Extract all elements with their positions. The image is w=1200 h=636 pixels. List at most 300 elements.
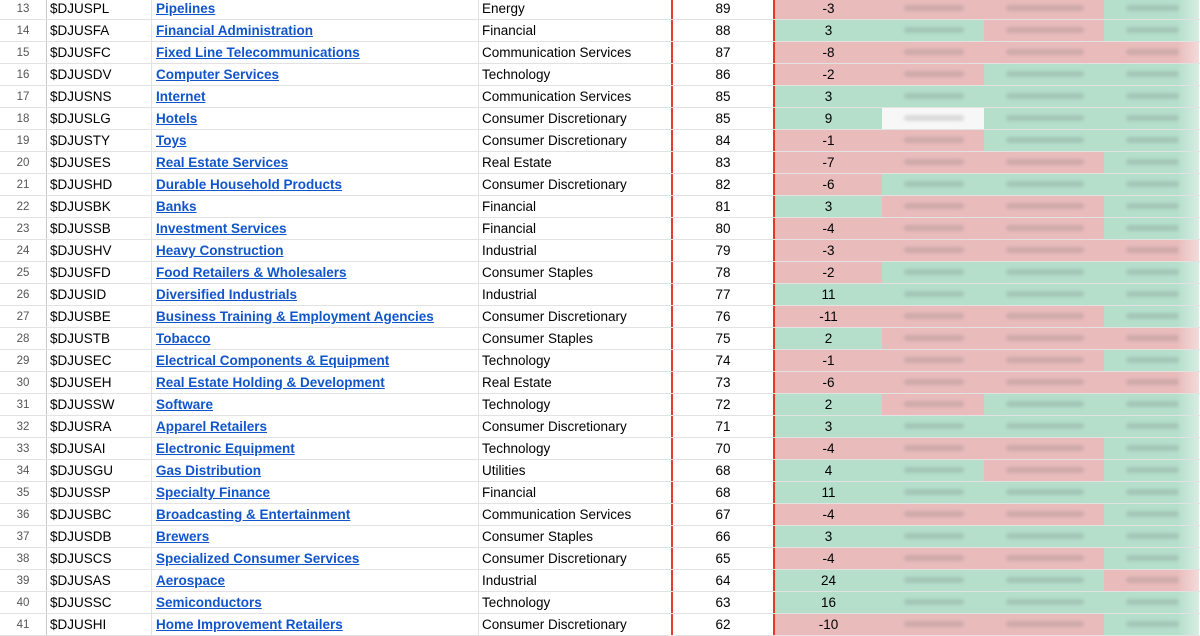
industry-name-cell[interactable] [152, 64, 479, 85]
industry-name-cell[interactable] [152, 570, 479, 591]
edge-fade [1177, 350, 1199, 371]
row-number-header[interactable]: 40 [0, 592, 47, 613]
redacted-text [1126, 489, 1179, 495]
industry-link[interactable]: Electrical Components & Equipment [156, 353, 390, 368]
ticker-cell[interactable]: $DJUSRA [47, 416, 152, 437]
change-cell[interactable]: -4 [775, 438, 882, 459]
redacted-text [1126, 115, 1179, 121]
edge-fade [1177, 592, 1199, 613]
score-cell[interactable]: 78 [671, 262, 775, 283]
industry-name-cell[interactable] [152, 592, 479, 613]
row-number-header[interactable]: 15 [0, 42, 47, 63]
redacted-text [904, 599, 964, 605]
edge-fade [1177, 328, 1199, 349]
industry-link[interactable]: Aerospace [156, 573, 226, 588]
row-number-header[interactable]: 36 [0, 504, 47, 525]
edge-fade [1177, 372, 1199, 393]
ticker-cell[interactable]: $DJUSFA [47, 20, 152, 41]
industry-link[interactable]: Software [156, 397, 214, 412]
score-cell[interactable]: 85 [671, 108, 775, 129]
edge-fade [1177, 64, 1199, 85]
redacted-cell-2 [984, 504, 1104, 525]
table-row [0, 328, 1200, 350]
table-row [0, 394, 1200, 416]
redacted-cell-1 [882, 152, 984, 173]
table-row [0, 0, 1200, 20]
sector-cell[interactable]: Consumer Staples [482, 529, 594, 544]
change-cell[interactable]: 3 [775, 20, 882, 41]
industry-link[interactable]: Apparel Retailers [156, 419, 268, 434]
redacted-cell-3 [1104, 174, 1199, 195]
industry-name-cell[interactable] [152, 130, 479, 151]
redacted-text [1126, 203, 1179, 209]
change-cell[interactable]: 2 [775, 394, 882, 415]
score-cell[interactable]: 89 [671, 0, 775, 19]
change-cell[interactable]: -11 [775, 306, 882, 327]
ticker-cell[interactable]: $DJUSBC [47, 504, 152, 525]
redacted-text [1006, 181, 1084, 187]
sector-cell[interactable]: Industrial [482, 287, 537, 302]
industry-name-cell[interactable] [152, 394, 479, 415]
score-cell[interactable]: 62 [671, 614, 775, 635]
industry-name-cell[interactable] [152, 328, 479, 349]
sector-cell[interactable]: Technology [482, 397, 551, 412]
industry-name-cell[interactable] [152, 372, 479, 393]
redacted-cell-2 [984, 372, 1104, 393]
redacted-cell-1 [882, 174, 984, 195]
redacted-cell-3 [1104, 526, 1199, 547]
redacted-cell-2 [984, 108, 1104, 129]
change-cell[interactable]: -2 [775, 262, 882, 283]
industry-link[interactable]: Food Retailers & Wholesalers [156, 265, 347, 280]
redacted-text [1006, 137, 1084, 143]
redacted-text [1126, 93, 1179, 99]
redacted-cell-3 [1104, 196, 1199, 217]
industry-name-cell[interactable] [152, 20, 479, 41]
score-cell[interactable]: 85 [671, 86, 775, 107]
industry-name-cell[interactable] [152, 196, 479, 217]
sector-cell[interactable]: Technology [482, 595, 551, 610]
change-cell[interactable]: -10 [775, 614, 882, 635]
industry-link[interactable]: Specialty Finance [156, 485, 271, 500]
redacted-text [1126, 71, 1179, 77]
industry-link[interactable]: Pipelines [156, 1, 216, 16]
industry-link[interactable]: Gas Distribution [156, 463, 262, 478]
change-cell[interactable]: 11 [775, 482, 882, 503]
industry-link[interactable]: Heavy Construction [156, 243, 284, 258]
sector-cell[interactable]: Consumer Discretionary [482, 133, 627, 148]
row-number-header[interactable]: 24 [0, 240, 47, 261]
score-cell[interactable]: 80 [671, 218, 775, 239]
redacted-text [904, 291, 964, 297]
redacted-text [904, 225, 964, 231]
redacted-text [1006, 599, 1084, 605]
industry-link[interactable]: Diversified Industrials [156, 287, 298, 302]
industry-link[interactable]: Business Training & Employment Agencies [156, 309, 434, 324]
redacted-cell-1 [882, 328, 984, 349]
score-cell[interactable]: 77 [671, 284, 775, 305]
row-number-header[interactable]: 16 [0, 64, 47, 85]
score-cell[interactable]: 70 [671, 438, 775, 459]
sector-cell[interactable]: Consumer Discretionary [482, 419, 627, 434]
redacted-text [1126, 379, 1179, 385]
change-cell[interactable]: 24 [775, 570, 882, 591]
redacted-text [904, 489, 964, 495]
change-cell[interactable]: -6 [775, 174, 882, 195]
industry-link[interactable]: Investment Services [156, 221, 287, 236]
industry-link[interactable]: Semiconductors [156, 595, 262, 610]
industry-name-cell[interactable] [152, 306, 479, 327]
sector-cell[interactable]: Consumer Discretionary [482, 617, 627, 632]
ticker-cell[interactable]: $DJUSFD [47, 262, 152, 283]
redacted-text [1126, 533, 1179, 539]
sector-cell[interactable]: Energy [482, 1, 525, 16]
table-row [0, 196, 1200, 218]
edge-fade [1177, 548, 1199, 569]
industry-link[interactable]: Banks [156, 199, 197, 214]
ticker-cell[interactable]: $DJUSES [47, 152, 152, 173]
redacted-text [1126, 621, 1179, 627]
change-cell[interactable]: -2 [775, 64, 882, 85]
redacted-text [904, 71, 964, 77]
table-row [0, 416, 1200, 438]
ticker-cell[interactable]: $DJUSBE [47, 306, 152, 327]
redacted-cell-3 [1104, 20, 1199, 41]
redacted-text [1126, 445, 1179, 451]
ticker-cell[interactable]: $DJUSLG [47, 108, 152, 129]
table-row [0, 372, 1200, 394]
score-cell[interactable]: 73 [671, 372, 775, 393]
redacted-cell-2 [984, 240, 1104, 261]
redacted-cell-1 [882, 306, 984, 327]
ticker-cell[interactable]: $DJUSSC [47, 592, 152, 613]
score-cell[interactable]: 84 [671, 130, 775, 151]
redacted-cell-2 [984, 42, 1104, 63]
industry-name-cell[interactable] [152, 42, 479, 63]
industry-link[interactable]: Financial Administration [156, 23, 314, 38]
ticker-cell[interactable]: $DJUSNS [47, 86, 152, 107]
score-cell[interactable]: 75 [671, 328, 775, 349]
row-number-header[interactable]: 20 [0, 152, 47, 173]
change-cell[interactable]: 9 [775, 108, 882, 129]
ticker-cell[interactable]: $DJUSDB [47, 526, 152, 547]
industry-name-cell[interactable] [152, 218, 479, 239]
sector-cell[interactable]: Industrial [482, 573, 537, 588]
redacted-text [1126, 181, 1179, 187]
sector-cell[interactable]: Communication Services [482, 89, 632, 104]
redacted-text [1006, 93, 1084, 99]
score-cell[interactable]: 67 [671, 504, 775, 525]
ticker-cell[interactable]: $DJUSPL [47, 0, 152, 19]
change-cell[interactable]: 16 [775, 592, 882, 613]
change-cell[interactable]: 3 [775, 196, 882, 217]
ticker-cell[interactable]: $DJUSID [47, 284, 152, 305]
redacted-text [904, 577, 964, 583]
change-cell[interactable]: -4 [775, 218, 882, 239]
industry-name-cell[interactable] [152, 416, 479, 437]
industry-link[interactable]: Electronic Equipment [156, 441, 295, 456]
industry-link[interactable]: Specialized Consumer Services [156, 551, 360, 566]
industry-name-cell[interactable] [152, 174, 479, 195]
sector-cell[interactable]: Consumer Discretionary [482, 309, 627, 324]
ticker-cell[interactable]: $DJUSEC [47, 350, 152, 371]
row-number-header[interactable]: 41 [0, 614, 47, 635]
sector-cell[interactable]: Consumer Discretionary [482, 551, 627, 566]
redacted-cell-1 [882, 262, 984, 283]
industry-link[interactable]: Real Estate Services [156, 155, 289, 170]
row-number-header[interactable]: 13 [0, 0, 47, 19]
industry-link[interactable]: Fixed Line Telecommunications [156, 45, 360, 60]
row-number-header[interactable]: 34 [0, 460, 47, 481]
sector-cell[interactable]: Technology [482, 353, 551, 368]
score-cell[interactable]: 63 [671, 592, 775, 613]
redacted-text [904, 379, 964, 385]
table-row [0, 350, 1200, 372]
industry-name-cell[interactable] [152, 86, 479, 107]
row-number-header[interactable]: 18 [0, 108, 47, 129]
row-number-header[interactable]: 29 [0, 350, 47, 371]
ticker-cell[interactable]: $DJUSAS [47, 570, 152, 591]
ticker-cell[interactable]: $DJUSDV [47, 64, 152, 85]
industry-name-cell[interactable] [152, 262, 479, 283]
table-row [0, 108, 1200, 130]
row-number-header[interactable]: 25 [0, 262, 47, 283]
change-cell[interactable]: -1 [775, 130, 882, 151]
ticker-cell[interactable]: $DJUSAI [47, 438, 152, 459]
redacted-text [1006, 27, 1084, 33]
sector-cell[interactable]: Technology [482, 67, 551, 82]
industry-name-cell[interactable] [152, 526, 479, 547]
row-number-header[interactable]: 23 [0, 218, 47, 239]
ticker-cell[interactable]: $DJUSTY [47, 130, 152, 151]
redacted-text [1006, 423, 1084, 429]
edge-fade [1177, 0, 1199, 19]
sector-cell[interactable]: Utilities [482, 463, 526, 478]
edge-fade [1177, 130, 1199, 151]
row-number-header[interactable]: 30 [0, 372, 47, 393]
change-cell[interactable]: -7 [775, 152, 882, 173]
change-cell[interactable]: 11 [775, 284, 882, 305]
redacted-cell-2 [984, 174, 1104, 195]
row-number-header[interactable]: 26 [0, 284, 47, 305]
redacted-text [1006, 5, 1084, 11]
row-number-header[interactable]: 19 [0, 130, 47, 151]
redacted-cell-3 [1104, 64, 1199, 85]
sector-cell[interactable]: Communication Services [482, 45, 632, 60]
change-cell[interactable]: -8 [775, 42, 882, 63]
score-cell[interactable]: 66 [671, 526, 775, 547]
edge-fade [1177, 438, 1199, 459]
score-cell[interactable]: 79 [671, 240, 775, 261]
redacted-cell-1 [882, 438, 984, 459]
sector-cell[interactable]: Real Estate [482, 155, 552, 170]
ticker-cell[interactable]: $DJUSCS [47, 548, 152, 569]
industry-name-cell[interactable] [152, 504, 479, 525]
redacted-text [904, 159, 964, 165]
change-cell[interactable]: 3 [775, 416, 882, 437]
industry-link[interactable]: Durable Household Products [156, 177, 343, 192]
sector-cell[interactable]: Consumer Discretionary [482, 111, 627, 126]
redacted-text [1006, 269, 1084, 275]
ticker-cell[interactable]: $DJUSTB [47, 328, 152, 349]
industry-link[interactable]: Toys [156, 133, 187, 148]
ticker-cell[interactable]: $DJUSHI [47, 614, 152, 635]
industry-link[interactable]: Internet [156, 89, 206, 104]
industry-name-cell[interactable] [152, 284, 479, 305]
ticker-cell[interactable]: $DJUSEH [47, 372, 152, 393]
sector-cell[interactable]: Financial [482, 199, 537, 214]
score-cell[interactable]: 86 [671, 64, 775, 85]
score-cell[interactable]: 64 [671, 570, 775, 591]
redacted-text [904, 313, 964, 319]
redacted-cell-2 [984, 416, 1104, 437]
score-cell[interactable]: 82 [671, 174, 775, 195]
edge-fade [1177, 86, 1199, 107]
row-number-header[interactable]: 17 [0, 86, 47, 107]
change-cell[interactable]: 2 [775, 328, 882, 349]
redacted-text [904, 511, 964, 517]
score-cell[interactable]: 81 [671, 196, 775, 217]
row-number-header[interactable]: 27 [0, 306, 47, 327]
score-cell[interactable]: 83 [671, 152, 775, 173]
ticker-cell[interactable]: $DJUSGU [47, 460, 152, 481]
redacted-cell-2 [984, 614, 1104, 635]
score-cell[interactable]: 76 [671, 306, 775, 327]
redacted-cell-1 [882, 416, 984, 437]
industry-link[interactable]: Real Estate Holding & Development [156, 375, 385, 390]
change-cell[interactable]: 3 [775, 86, 882, 107]
redacted-cell-2 [984, 284, 1104, 305]
table-row [0, 42, 1200, 64]
redacted-cell-1 [882, 548, 984, 569]
industry-link[interactable]: Tobacco [156, 331, 211, 346]
sector-cell[interactable]: Technology [482, 441, 551, 456]
sector-cell[interactable]: Financial [482, 23, 537, 38]
redacted-cell-2 [984, 526, 1104, 547]
row-number-header[interactable]: 21 [0, 174, 47, 195]
score-cell[interactable]: 72 [671, 394, 775, 415]
change-cell[interactable]: 3 [775, 526, 882, 547]
industry-name-cell[interactable] [152, 240, 479, 261]
ticker-cell[interactable]: $DJUSBK [47, 196, 152, 217]
sector-cell[interactable]: Industrial [482, 243, 537, 258]
table-row [0, 592, 1200, 614]
table-row [0, 240, 1200, 262]
redacted-text [1006, 291, 1084, 297]
table-row [0, 482, 1200, 504]
sector-cell[interactable]: Consumer Staples [482, 265, 594, 280]
redacted-cell-3 [1104, 130, 1199, 151]
redacted-cell-1 [882, 394, 984, 415]
ticker-cell[interactable]: $DJUSHV [47, 240, 152, 261]
redacted-cell-2 [984, 306, 1104, 327]
redacted-text [1006, 467, 1084, 473]
row-number-header[interactable]: 35 [0, 482, 47, 503]
industry-link[interactable]: Broadcasting & Entertainment [156, 507, 351, 522]
redacted-cell-1 [882, 130, 984, 151]
redacted-text [1126, 467, 1179, 473]
ticker-cell[interactable]: $DJUSSB [47, 218, 152, 239]
industry-link[interactable]: Brewers [156, 529, 210, 544]
edge-fade [1177, 394, 1199, 415]
change-cell[interactable]: -3 [775, 0, 882, 19]
redacted-cell-3 [1104, 306, 1199, 327]
redacted-text [1126, 599, 1179, 605]
industry-name-cell[interactable] [152, 614, 479, 635]
table-row [0, 152, 1200, 174]
industry-name-cell[interactable] [152, 438, 479, 459]
change-cell[interactable]: -4 [775, 504, 882, 525]
sector-cell[interactable]: Real Estate [482, 375, 552, 390]
redacted-cell-3 [1104, 504, 1199, 525]
score-cell[interactable]: 68 [671, 460, 775, 481]
ticker-cell[interactable]: $DJUSSW [47, 394, 152, 415]
industry-name-cell[interactable] [152, 108, 479, 129]
table-row [0, 64, 1200, 86]
change-cell[interactable]: -1 [775, 350, 882, 371]
redacted-text [904, 423, 964, 429]
redacted-text [904, 445, 964, 451]
change-cell[interactable]: -6 [775, 372, 882, 393]
change-cell[interactable]: 4 [775, 460, 882, 481]
industry-link[interactable]: Computer Services [156, 67, 280, 82]
industry-name-cell[interactable] [152, 152, 479, 173]
sector-cell[interactable]: Financial [482, 485, 537, 500]
industry-link[interactable]: Home Improvement Retailers [156, 617, 343, 632]
score-cell[interactable]: 87 [671, 42, 775, 63]
ticker-cell[interactable]: $DJUSFC [47, 42, 152, 63]
ticker-cell[interactable]: $DJUSSP [47, 482, 152, 503]
industry-name-cell[interactable] [152, 482, 479, 503]
sector-cell[interactable]: Consumer Staples [482, 331, 594, 346]
edge-fade [1177, 460, 1199, 481]
row-number-header[interactable]: 31 [0, 394, 47, 415]
redacted-text [1126, 247, 1179, 253]
row-number-header[interactable]: 28 [0, 328, 47, 349]
industry-name-cell[interactable] [152, 0, 479, 19]
sector-cell[interactable]: Consumer Discretionary [482, 177, 627, 192]
row-number-header[interactable]: 33 [0, 438, 47, 459]
row-number-header[interactable]: 38 [0, 548, 47, 569]
change-cell[interactable]: -4 [775, 548, 882, 569]
industry-name-cell[interactable] [152, 350, 479, 371]
redacted-cell-3 [1104, 86, 1199, 107]
redacted-text [904, 533, 964, 539]
redacted-cell-3 [1104, 0, 1199, 19]
redacted-cell-2 [984, 152, 1104, 173]
industry-link[interactable]: Hotels [156, 111, 198, 126]
industry-name-cell[interactable] [152, 548, 479, 569]
score-cell[interactable]: 65 [671, 548, 775, 569]
row-number-header[interactable]: 32 [0, 416, 47, 437]
row-number-header[interactable]: 22 [0, 196, 47, 217]
sector-cell[interactable]: Communication Services [482, 507, 632, 522]
table-row [0, 548, 1200, 570]
ticker-cell[interactable]: $DJUSHD [47, 174, 152, 195]
row-number-header[interactable]: 39 [0, 570, 47, 591]
sector-cell[interactable]: Financial [482, 221, 537, 236]
score-cell[interactable]: 68 [671, 482, 775, 503]
score-cell[interactable]: 71 [671, 416, 775, 437]
change-cell[interactable]: -3 [775, 240, 882, 261]
score-cell[interactable]: 74 [671, 350, 775, 371]
row-number-header[interactable]: 14 [0, 20, 47, 41]
industry-name-cell[interactable] [152, 460, 479, 481]
redacted-text [1126, 313, 1179, 319]
score-cell[interactable]: 88 [671, 20, 775, 41]
row-number-header[interactable]: 37 [0, 526, 47, 547]
redacted-text [1126, 49, 1179, 55]
